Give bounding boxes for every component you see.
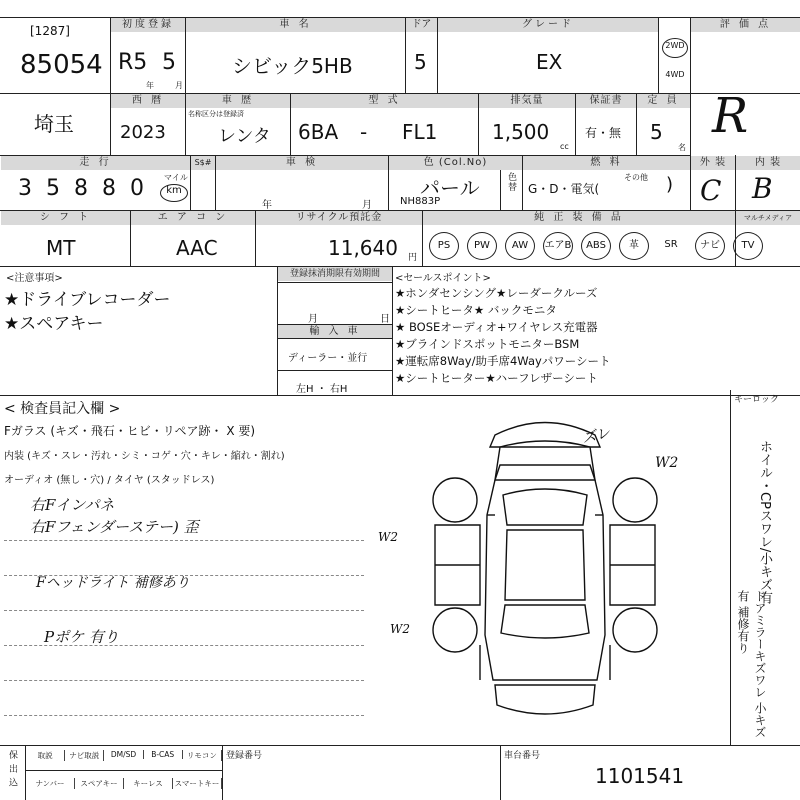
year-unit: 年 [146,81,154,90]
capacity-label: 定 員 [637,94,690,108]
wheel-rear-left [433,608,477,652]
equipment-item: SR [664,239,678,250]
first-reg-label: 初度登録 [111,18,185,32]
interior-grade: B [752,172,773,205]
car-diagram [425,405,665,740]
interior-line: 内装 (キズ・スレ・汚れ・シミ・コゲ・穴・キレ・縮れ・割れ) [4,451,285,462]
equipment-label: 純 正 装 備 品 [423,211,735,225]
color: パール [420,176,480,200]
hand-note-3: Fヘッドライト 補修あり [36,575,190,591]
warranty-label: 保証書 [576,94,636,108]
chassis-label: 車台番号 [504,751,541,761]
caution-item: ★スペアキー [4,314,104,334]
color-label: 色 (Col.No) [389,156,522,170]
grade-label: グレード [438,18,658,32]
recycle-unit: 円 [408,253,418,263]
exterior-grade: C [700,174,722,207]
drive-4wd: 4WD [665,70,685,79]
color-change-label: 色替 [506,172,516,192]
drive-2wd: 2WD [665,41,685,50]
option-cell: キーレス [124,778,173,789]
reg-no-label: 登録番号 [226,751,263,761]
shift: MT [46,236,76,260]
equipment-item: ナビ [695,232,725,260]
option-cell: B-CAS [144,750,183,759]
interior-label: 内 装 [736,156,800,170]
option-cell: スペアキー [75,778,124,789]
roof [505,530,585,600]
first-reg-month: 5 [162,50,176,75]
equipment-list [425,230,800,262]
cc-unit: cc [560,142,569,151]
option-cell: DM/SD [104,750,143,759]
hand-note-4: Pポケ 有り [44,628,119,646]
lot-box: [1287] [30,24,70,38]
sales-label: <セールスポイント> [395,273,491,284]
import-label: 輸 入 車 [278,325,392,338]
sales-point: ★シートヒータ★ バックモニタ [395,303,557,317]
ac: AAC [176,236,218,260]
recycle: 11,640 [328,236,398,260]
right-doors [610,525,655,605]
recycle-label: リサイクル預託金 [256,211,422,225]
fuel-close: ) [666,174,674,195]
equipment-item: エアB [543,232,573,260]
mark-w2-right: W2 [655,455,679,471]
option-cell: ナンバー [26,778,75,789]
mileage-digit: 5 [46,176,60,201]
warranty: 有・無 [585,126,622,140]
fuel-label: 燃 料 [523,156,690,170]
rating: R [712,88,749,144]
inspection-month-unit: 月 [362,200,372,211]
equipment-item: PS [429,232,459,260]
usage-note: 名称区分は登録済 [188,110,244,118]
rear-window [501,605,589,638]
hand-note-2: 右Fフェンダーステー) 歪 [30,518,199,536]
ac-label: エ ア コ ン [131,211,255,225]
sales-point: ★シートヒーター★ハーフレザーシート [395,371,598,385]
mark-w2-left-upper: W2 [378,530,398,544]
option-cell: スマートキー [173,778,222,789]
year: 2023 [120,122,166,143]
region: 埼玉 [34,112,74,136]
glass-line: Fガラス (キズ・飛石・ヒビ・リペア跡・ X 要) [4,424,256,438]
reg-period-label: 登録抹消期限有効期間 [278,267,392,281]
caution-item: ★ドライブレコーダー [4,290,171,310]
capacity-unit: 名 [678,143,686,152]
grade: EX [536,50,563,74]
sd-label: S$# [191,156,215,170]
wheel-rear-right [613,608,657,652]
caution-label: <注意事項> [6,273,63,284]
reg-month-unit: 月 [308,314,318,325]
mark-w2-left-lower: W2 [390,622,410,636]
rear-bumper [495,685,595,714]
first-reg-era: R5 [118,50,148,75]
option-cell: リモコン [183,750,222,761]
doors-label: ドア [406,18,437,32]
fuel: G・D・電気( [528,182,600,196]
exterior-label: 外 装 [691,156,735,170]
inspection-year-unit: 年 [262,200,272,211]
year-label: 西 暦 [111,94,185,108]
car-name: シビック5HB [232,54,353,78]
sales-point: ★ BOSEオーディオ+ワイヤレス充電器 [395,320,598,334]
mileage-digit: 3 [18,176,32,201]
wheel-note: ホイル・CPスワレ/小キズ有 [757,440,772,605]
model-code: FL1 [402,120,438,144]
multi-label: マルチメディア [736,211,800,225]
keylock-label: キーロック [734,395,779,405]
option-cell: 取説 [26,750,65,761]
displacement-label: 排気量 [479,94,575,108]
equipment-item: AW [505,232,535,260]
caution-items [4,288,274,336]
inspector-title: < 検査員記入欄 > [4,401,121,417]
month-unit: 月 [175,81,183,90]
steering: 左H ・ 右H [296,384,348,395]
rating-label: 評 価 点 [691,18,800,32]
mileage-unit-top: マイル [164,173,188,182]
wheel-front-right [613,478,657,522]
car-name-label: 車 名 [186,18,405,32]
sheet-title-fragment [0,0,800,6]
fuel-other: その他 [624,173,648,182]
mileage-unit-km: km [166,185,182,196]
chassis-no: 1101541 [595,764,685,788]
windshield [503,489,587,525]
model-label: 型 式 [291,94,478,108]
wheel-front-left [433,478,477,522]
mileage-digit: 8 [102,176,116,201]
shift-label: シ フ ト [1,211,130,225]
sales-point: ★ブラインドスポットモニターBSM [395,337,580,351]
color-code: NH883P [400,196,441,207]
sales-point: ★ホンダセンシング★レーダークルーズ [395,286,598,300]
sales-point: ★運転席8Way/助手席4Wayパワーシート [395,354,611,368]
option-cell: ナビ取説 [65,750,104,761]
displacement: 1,500 [492,120,550,144]
mileage-digits [0,172,160,208]
left-doors [435,525,480,605]
capacity: 5 [650,120,663,144]
usage-label: 車 歴 [186,94,290,108]
import-type: ディーラー・並行 [288,353,368,364]
sales-points [395,285,725,387]
mark-zure: ズレ [580,425,612,447]
equipment-item: TV [733,232,763,260]
reg-day-unit: 日 [380,314,390,325]
doors: 5 [414,50,427,74]
hand-note-1: 右Fインパネ [30,496,115,514]
mileage-digit: 0 [130,176,144,201]
lot-number: 85054 [20,50,103,80]
usage: レンタ [218,126,271,147]
audio-line: オーディオ (無し・穴) / タイヤ (スタッドレス) [4,475,215,486]
inspection-label: 車 検 [216,156,388,170]
model-prefix: 6BA [298,120,339,144]
mileage-digit: 8 [74,176,88,201]
mileage-label: 走 行 [1,156,190,170]
equipment-item: 革 [619,232,649,260]
footer-stamp: 保 出 込 [7,750,17,788]
equipment-item: PW [467,232,497,260]
mirror-note: ドアミラーキズワレ 小キズ有 補修有り [736,590,767,738]
model-dash: - [360,120,368,144]
equipment-item: ABS [581,232,611,260]
